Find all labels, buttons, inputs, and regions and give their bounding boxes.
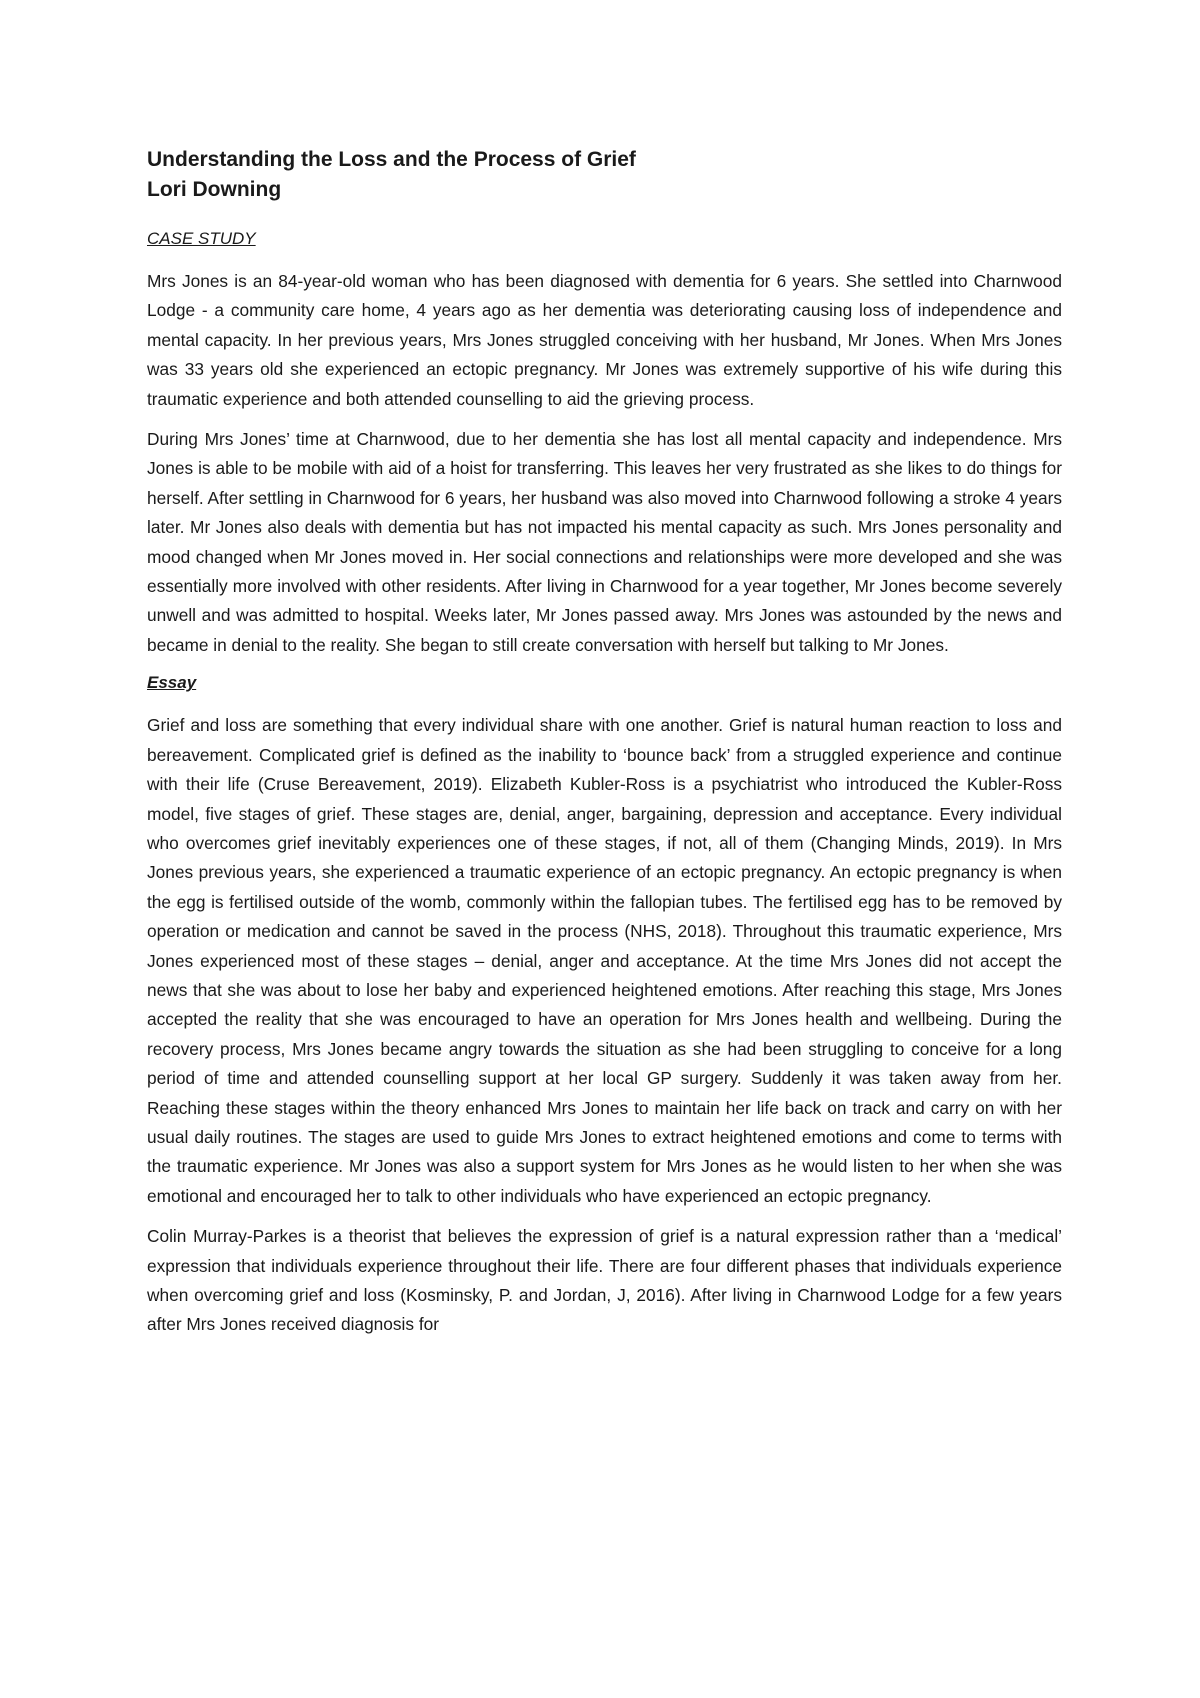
document-title: Understanding the Loss and the Process of Grief [147,148,636,171]
case-study-heading: CASE STUDY [147,229,256,248]
essay-paragraph: Colin Murray-Parkes is a theorist that believes the expression of grief is a natural expression rather than a ‘medical’ expression that individuals experience throughout their life. There are four different phases that individuals experience when overcoming grief and loss (Kosminsky, P. and Jordan, J, 2016). After living in Charnwood Lodge for a few years after Mrs Jones received diagnosis for [147,1226,1062,1335]
case-study-paragraph: During Mrs Jones’ time at Charnwood, due to her dementia she has lost all mental capacity and independence. Mrs Jones is able to be mobile with aid of a hoist for transferring. This leaves her very frustrated as she likes to do things for herself. After settling in Charnwood for 6 years, her husband was also moved into Charnwood following a stroke 4 years later. Mr Jones also deals with dementia but has not impacted his mental capacity as such. Mrs Jones personality and mood changed when Mr Jones moved in. Her social connections and relationships were more developed and she was essentially more involved with other residents. After living in Charnwood for a year together, Mr Jones become severely unwell and was admitted to hospital. Weeks later, Mr Jones passed away. Mrs Jones was astounded by the news and became in denial to the reality. She began to still create conversation with herself but talking to Mr Jones. [147,429,1062,655]
document-body [147,145,1062,1351]
document-author: Lori Downing [147,178,282,201]
case-study-paragraph: Mrs Jones is an 84-year-old woman who has been diagnosed with dementia for 6 years. She settled into Charnwood Lodge - a community care home, 4 years ago as her dementia was deteriorating causing loss of independence and mental capacity. In her previous years, Mrs Jones struggled conceiving with her husband, Mr Jones. When Mrs Jones was 33 years old she experienced an ectopic pregnancy. Mr Jones was extremely supportive of his wife during this traumatic experience and both attended counselling to aid the grieving process. [147,271,1062,409]
essay-heading: Essay [147,673,197,693]
essay-paragraph: Grief and loss are something that every individual share with one another. Grief is natural human reaction to loss and bereavement. Complicated grief is defined as the inability to ‘bounce back’ from a struggled experience and continue with their life (Cruse Bereavement, 2019). Elizabeth Kubler-Ross is a psychiatrist who introduced the Kubler-Ross model, five stages of grief. These stages are, denial, anger, bargaining, depression and acceptance. Every individual who overcomes grief inevitably experiences one of these stages, if not, all of them (Changing Minds, 2019). In Mrs Jones previous years, she experienced a traumatic experience of an ectopic pregnancy. An ectopic pregnancy is when the egg is fertilised outside of the womb, commonly within the fallopian tubes. The fertilised egg has to be removed by operation or medication and cannot be saved in the process (NHS, 2018). Throughout this traumatic experience, Mrs Jones experienced most of these stages – denial, anger and acceptance. At the time Mrs Jones did not accept the news that she was about to lose her baby and experienced heightened emotions. After reaching this stage, Mrs Jones accepted the reality that she was encouraged to have an operation for Mrs Jones health and wellbeing. During the recovery process, Mrs Jones became angry towards the situation as she had been struggling to conceive for a long period of time and attended counselling support at her local GP surgery. Suddenly it was taken away from her. Reaching these stages within the theory enhanced Mrs Jones to maintain her life back on track and carry on with her usual daily routines. The stages are used to guide Mrs Jones to extract heightened emotions and come to terms with the traumatic experience. Mr Jones was also a support system for Mrs Jones as he would listen to her when she was emotional and encouraged her to talk to other individuals who have experienced an ectopic pregnancy. [147,715,1062,1206]
